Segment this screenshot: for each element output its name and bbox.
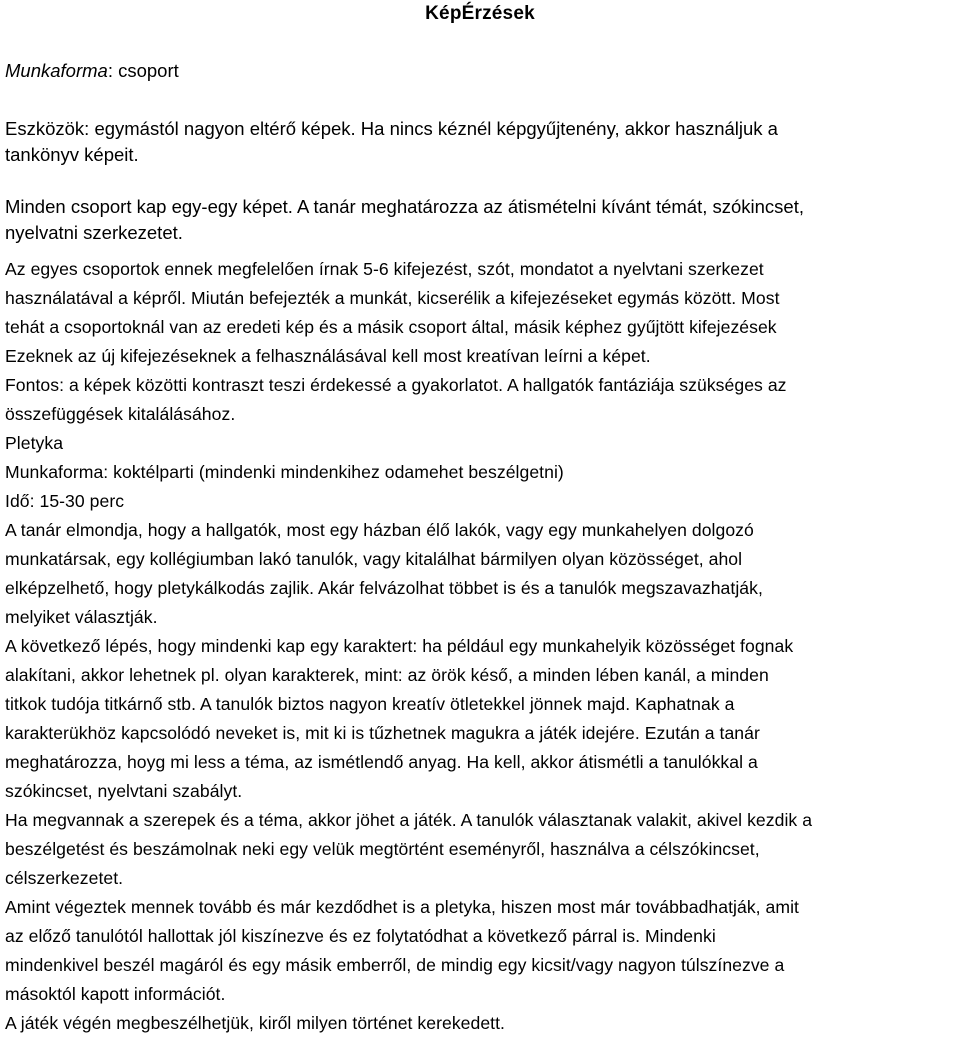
body-text — [5, 255, 960, 1038]
body-line: Idő: 15-30 perc — [5, 491, 125, 511]
body-line: Fontos: a képek közötti kontraszt teszi érdekessé a gyakorlatot. A hallgatók fantáziája szükséges az — [5, 375, 787, 395]
body-line: Ezeknek az új kifejezéseknek a felhasználásával kell most kreatívan leírni a képet. — [5, 346, 651, 366]
body-line: szókincset, nyelvtani szabályt. — [5, 781, 243, 801]
body-line: használatával a képről. Miután befejezték a munkát, kicserélik a kifejezéseket egymás között. Most — [5, 288, 780, 308]
intro-section — [5, 116, 955, 246]
body-line: tehát a csoportoknál van az eredeti kép és a másik csoport által, másik képhez gyűjtött kifejezések — [5, 317, 777, 337]
intro-line-2: nyelvatni szerkezetet. — [5, 222, 183, 243]
body-line: másoktól kapott információt. — [5, 984, 226, 1004]
workform-line — [5, 58, 179, 84]
workform-label: Munkaforma — [5, 60, 108, 81]
body-line: összefüggések kitalálásához. — [5, 404, 236, 424]
tools-line-1: Eszközök: egymástól nagyon eltérő képek. Ha nincs kéznél képgyűjtenény, akkor használjuk a — [5, 118, 778, 139]
body-line: munkatársak, egy kollégiumban lakó tanulók, vagy kitalálhat bármilyen olyan közösséget, ahol — [5, 549, 743, 569]
body-line: meghatározza, hoyg mi less a téma, az ismétlendő anyag. Ha kell, akkor átismétli a tanulókkal a — [5, 752, 758, 772]
body-line: A következő lépés, hogy mindenki kap egy karaktert: ha például egy munkahelyik közösséget fognak — [5, 636, 794, 656]
body-line: célszerkezetet. — [5, 868, 124, 888]
intro-line-1: Minden csoport kap egy-egy képet. A tanár meghatározza az átismételni kívánt témát, szókincset, — [5, 196, 804, 217]
workform-value: csoport — [118, 60, 179, 81]
body-line: A játék végén megbeszélhetjük, kiről milyen történet kerekedett. — [5, 1013, 505, 1033]
body-line: Amint végeztek mennek tovább és már kezdődhet is a pletyka, hiszen most már továbbadhatják, amit — [5, 897, 799, 917]
body-line: beszélgetést és beszámolnak neki egy velük megtörtént eseményről, használva a célszókincset, — [5, 839, 760, 859]
body-line: mindenkivel beszél magáról és egy másik emberről, de mindig egy kicsit/vagy nagyon túlszínezve a — [5, 955, 785, 975]
document-title: KépÉrzések — [425, 3, 535, 24]
body-line: A tanár elmondja, hogy a hallgatók, most egy házban élő lakók, vagy egy munkahelyen dolgozó — [5, 520, 754, 540]
body-line: alakítani, akkor lehetnek pl. olyan karakterek, mint: az örök késő, a minden lében kanál, a minden — [5, 665, 769, 685]
body-line: melyiket választják. — [5, 607, 158, 627]
body-line: karakterükhöz kapcsolódó neveket is, mit ki is tűzhetnek magukra a játék idejére. Ezután a tanár — [5, 723, 760, 743]
workform-separator: : — [107, 60, 119, 81]
paragraph-gap — [5, 168, 955, 194]
body-line: titkok tudója titkárnő stb. A tanulók biztos nagyon kreatív ötletekkel jönnek majd. Kaphatnak a — [5, 694, 735, 714]
body-line: Ha megvannak a szerepek és a téma, akkor jöhet a játék. A tanulók választanak valakit, akivel kezdik a — [5, 810, 813, 830]
body-line: elképzelhető, hogy pletykálkodás zajlik. Akár felvázolhat többet is és a tanulók megszavazhatják, — [5, 578, 763, 598]
tools-line-2: tankönyv képeit. — [5, 144, 139, 165]
body-line: Az egyes csoportok ennek megfelelően írnak 5-6 kifejezést, szót, mondatot a nyelvtani szerkezet — [5, 259, 764, 279]
section-heading-pletyka: Pletyka — [5, 433, 64, 453]
body-line: az előző tanulótól hallottak jól kiszínezve és ez folytatódhat a következő párral is. Mindenki — [5, 926, 716, 946]
body-line: Munkaforma: koktélparti (mindenki mindenkihez odamehet beszélgetni) — [5, 462, 564, 482]
